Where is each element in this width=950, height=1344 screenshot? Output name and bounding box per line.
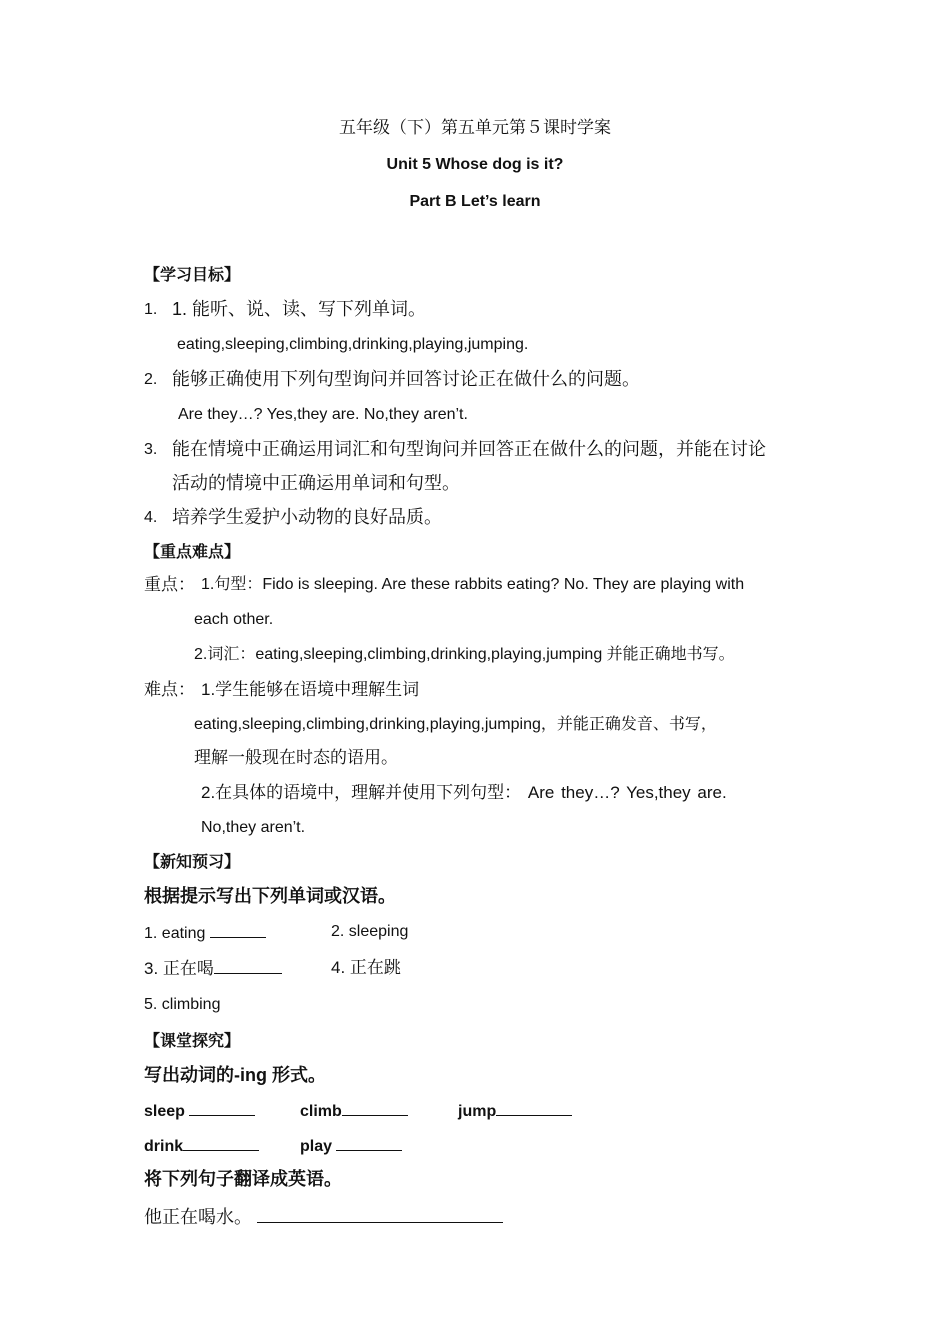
preview-item: [144, 957, 282, 980]
answer-blank[interactable]: [336, 1134, 402, 1151]
objective-sub: eating,sleeping,climbing,drinking,playing,jumping.: [177, 336, 529, 353]
preview-item: [331, 921, 408, 943]
preview-word: 3. 正在喝: [144, 959, 214, 978]
verb-item: [458, 1099, 572, 1123]
verb-word: play: [300, 1138, 333, 1155]
preview-word: 1. eating: [144, 925, 206, 942]
translate-sentence: 他正在喝水。: [144, 1207, 252, 1227]
focus-1-cont: each other.: [194, 611, 274, 628]
answer-blank[interactable]: [183, 1134, 259, 1151]
answer-blank[interactable]: [496, 1099, 572, 1116]
answer-blank[interactable]: [342, 1099, 408, 1116]
explore-heading: 【课堂探究】: [144, 1031, 241, 1050]
objective-text: 能在情境中正确运用词汇和句型询问并回答正在做什么的问题，并能在讨论: [172, 439, 766, 459]
preview-item: [144, 994, 220, 1016]
answer-blank[interactable]: [210, 921, 266, 938]
objective-number: 2.: [144, 371, 158, 388]
preview-word: 5. climbing: [144, 996, 221, 1013]
focus-1: 1.句型：Fido is sleeping. Are these rabbits eating? No. They are playing with: [201, 576, 745, 593]
difficulty-2: 2.在具体的语境中，理解并使用下列句型： Are they…? Yes,they are.: [201, 783, 727, 802]
answer-blank[interactable]: [189, 1099, 255, 1116]
translate-heading: 将下列句子翻译成英语。: [144, 1169, 342, 1189]
verb-item: [300, 1134, 402, 1158]
key-points-heading: 【重点难点】: [144, 542, 241, 561]
preview-word: 4. 正在跳: [331, 958, 401, 977]
preview-instruction: 根据提示写出下列单词或汉语。: [144, 886, 396, 906]
translate-item: [144, 1206, 503, 1228]
objective-sub: 活动的情境中正确运用单词和句型。: [172, 473, 460, 493]
focus-label: 重点：: [144, 575, 195, 594]
verb-item: [144, 1134, 259, 1158]
preview-word: 2. sleeping: [331, 923, 409, 940]
difficulty-label: 难点：: [144, 680, 195, 699]
verb-word: climb: [300, 1103, 342, 1120]
preview-item: [331, 957, 401, 979]
objective-sub: Are they…? Yes,they are. No,they aren’t.: [178, 406, 468, 423]
verb-word: jump: [458, 1103, 497, 1120]
objective-text: 1. 能听、说、读、写下列单词。: [172, 299, 427, 319]
objectives-heading: 【学习目标】: [144, 265, 241, 284]
difficulty-1: 1.学生能够在语境中理解生词: [201, 680, 420, 699]
objective-number: 4.: [144, 509, 158, 526]
unit-title: Unit 5 Whose dog is it?: [386, 156, 564, 173]
objective-number: 1.: [144, 301, 158, 318]
explore-instruction: 写出动词的-ing 形式。: [144, 1065, 326, 1085]
difficulty-1-cont: eating,sleeping,climbing,drinking,playing,jumping，并能正确发音、书写，: [194, 716, 717, 733]
objective-text: 能够正确使用下列句型询问并回答讨论正在做什么的问题。: [172, 369, 640, 389]
answer-blank[interactable]: [214, 957, 282, 974]
verb-item: [144, 1099, 255, 1123]
verb-word: sleep: [144, 1103, 185, 1120]
preview-heading: 【新知预习】: [144, 852, 241, 871]
difficulty-2-cont: No,they aren’t.: [201, 819, 306, 836]
verb-item: [300, 1099, 408, 1123]
verb-word: drink: [144, 1138, 184, 1155]
focus-2: 2.词汇：eating,sleeping,climbing,drinking,playing,jumping 并能正确地书写。: [194, 646, 735, 663]
answer-blank[interactable]: [257, 1206, 503, 1223]
objective-number: 3.: [144, 441, 158, 458]
objective-text: 培养学生爱护小动物的良好品质。: [172, 507, 442, 527]
preview-item: [144, 921, 266, 945]
part-title: Part B Let’s learn: [409, 193, 541, 210]
difficulty-1-cont2: 理解一般现在时态的语用。: [194, 748, 398, 767]
page-title: 五年级（下）第五单元第５课时学案: [339, 118, 611, 137]
